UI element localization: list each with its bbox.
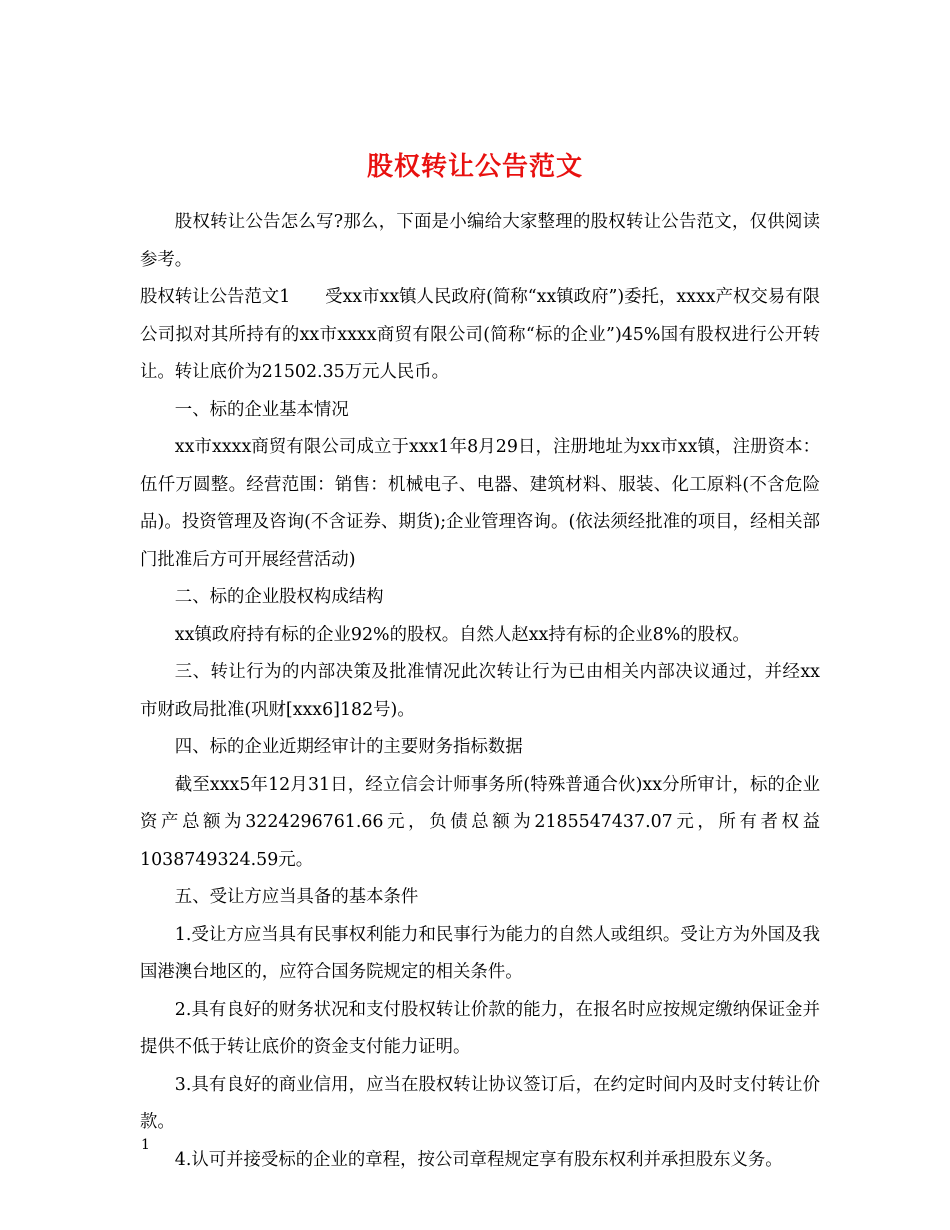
section-paragraph-2: xx镇政府持有标的企业92%的股权。自然人赵xx持有标的企业8%的股权。 [174, 624, 750, 645]
condition-item-3: 3.具有良好的商业信用，应当在股权转让协议签订后，在约定时间内及时支付转让价款。 [140, 1074, 820, 1132]
condition-item-2: 2.具有良好的财务状况和支付股权转让价款的能力，在报名时应按规定缴纳保证金并提供不低于转让底价的资金支付能力证明。 [140, 999, 820, 1057]
section-heading-2: 二、标的企业股权构成结构 [174, 587, 384, 607]
section-heading-1: 一、标的企业基本情况 [174, 399, 349, 420]
document-body [140, 204, 820, 1179]
document-title: 股权转让公告范文 [366, 152, 583, 183]
condition-item-1: 1.受让方应当具有民事权利能力和民事行为能力的自然人或组织。受让方为外国及我国港澳台地区的，应符合国务院规定的相关条件。 [140, 924, 820, 982]
section-paragraph-1: xx市xxxx商贸有限公司成立于xxx1年8月29日，注册地址为xx市xx镇，注册资本：伍仟万圆整。经营范围：销售：机械电子、电器、建筑材料、服装、化工原料(不含危险品)。投资管理及咨询(不含证券、期货);企业管理咨询。(依法须经批准的项目，经相关部门批准后方可开展经营活动) [140, 437, 820, 570]
condition-item-4: 4.认可并接受标的企业的章程，按公司章程规定享有股东权利并承担股东义务。 [174, 1149, 783, 1170]
announcement-paragraph-1: 股权转让公告范文1 受xx市xx镇人民政府(简称“xx镇政府”)委托，xxxx产权交易有限公司拟对其所持有的xx市xxxx商贸有限公司(简称“标的企业”)45%国有股权进行公开转让。转让底价为21502.35万元人民币。 [140, 287, 820, 382]
section-heading-5: 五、受让方应当具备的基本条件 [174, 887, 419, 907]
page-number: 1 [141, 1137, 150, 1153]
section-paragraph-3: 三、转让行为的内部决策及批准情况此次转让行为已由相关内部决议通过，并经xx市财政局批准(巩财[xxx6]182号)。 [140, 662, 820, 720]
section-heading-4: 四、标的企业近期经审计的主要财务指标数据 [174, 737, 523, 757]
section-paragraph-4: 截至xxx5年12月31日，经立信会计师事务所(特殊普通合伙)xx分所审计，标的企业资产总额为3224296761.66元，负债总额为2185547437.07元，所有者权益1038749324.59元。 [140, 774, 820, 870]
intro-paragraph: 股权转让公告怎么写?那么，下面是小编给大家整理的股权转让公告范文，仅供阅读参考。 [140, 212, 820, 270]
